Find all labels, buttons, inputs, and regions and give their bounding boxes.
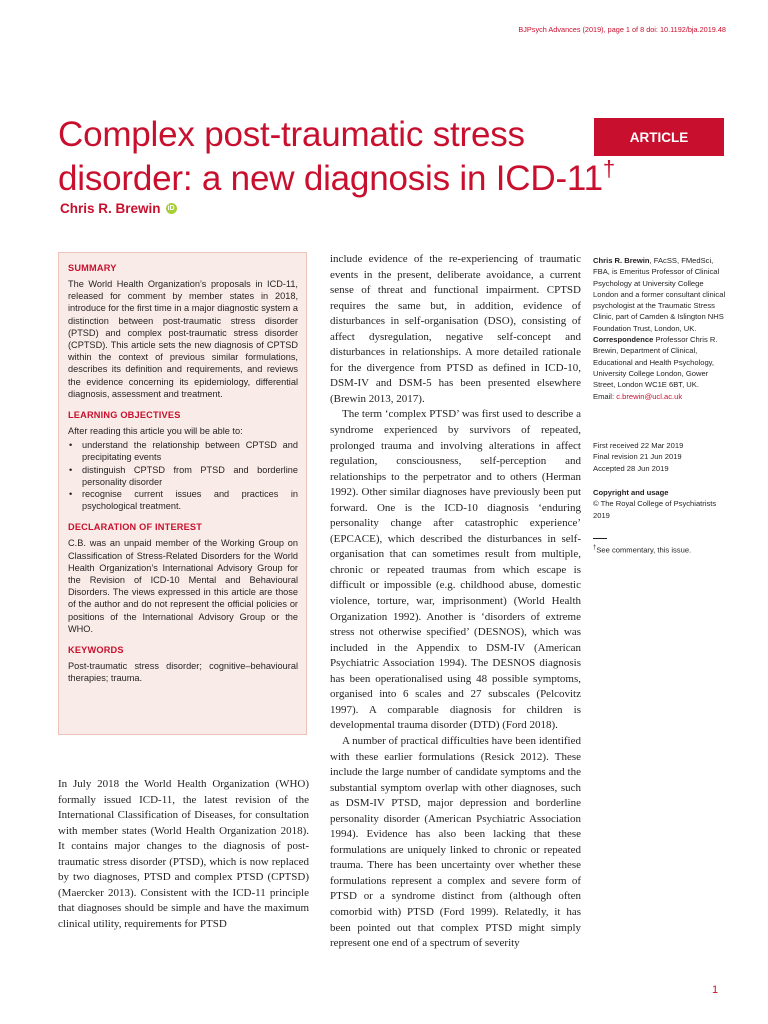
copyright-heading: Copyright and usage [593, 488, 669, 497]
commentary-footnote [593, 543, 727, 556]
bio-text: , FAcSS, FMedSci, FBA, is Emeritus Professor of Clinical Psychology at University College London and a former consultant clinical psychologist at the Traumatic Stress Clinic, part of Camden & Islington NHS Foundation Trust, London, UK. [593, 256, 726, 333]
footnote-divider [593, 538, 607, 539]
article-title-text: Complex post-traumatic stress disorder: a new diagnosis in ICD-11 [58, 115, 603, 198]
article-dates [593, 440, 727, 474]
correspondence-text: Professor Chris R. Brewin, Department of Clinical, Educational and Health Psychology, University College London, Gower Street, London WC1E 6BT, UK. [593, 335, 718, 390]
objectives-list [68, 439, 298, 512]
email-link[interactable]: c.brewin@ucl.ac.uk [616, 391, 683, 401]
final-revision: Final revision 21 Jun 2019 [593, 452, 682, 462]
article-type-badge: ARTICLE [594, 118, 724, 156]
copyright-block [593, 487, 727, 521]
journal-citation: BJPsych Advances (2019), page 1 of 8 doi: 10.1192/bja.2019.48 [518, 25, 726, 34]
author-bio [593, 255, 727, 402]
orcid-icon[interactable]: iD [167, 205, 175, 212]
objectives-section [68, 410, 298, 512]
summary-text: The World Health Organization’s proposals in ICD-11, released for comment by member states in 2018, introduce for the first time in a major diagnostic system a distinction between post-traumatic stress disorder (PTSD) and complex post-traumatic stress disorder (CPTSD). This article sets the new diagnosis of CPTSD within the context of previous similar formulations, describes its definition and requirements, and reviews the evidence concerning its epidemiology, differential diagnosis, assessment and treatment. [68, 279, 298, 399]
copyright-text: © The Royal College of Psychiatrists 2019 [593, 499, 717, 520]
footnote-text: See commentary, this issue. [596, 545, 692, 555]
first-received: First received 22 Mar 2019 [593, 441, 684, 450]
body-paragraph: include evidence of the re-experiencing of traumatic events in the present, deliberate avoidance, a current sense of threat and functional impairment. CPTSD requires the same but, in addition, evidence of disturbances in self-organisation (DSO), consisting of affect dysregulation, negative self-concept and disturbances in relationships. A more detailed rationale for the divergence from PTSD as defined in ICD-10, DSM-IV and DSM-5 has been presented elsewhere (Brewin 2013, 2017). [330, 253, 581, 405]
body-column-middle [330, 252, 581, 952]
objectives-heading: LEARNING OBJECTIVES [68, 410, 181, 421]
correspondence-label: Correspondence [593, 335, 654, 345]
summary-heading: SUMMARY [68, 263, 117, 273]
email-label: Email: [593, 391, 617, 401]
author-name[interactable]: Chris R. Brewin [60, 201, 161, 216]
declaration-section [68, 522, 298, 635]
keywords-heading: KEYWORDS [68, 645, 124, 656]
title-dagger: † [602, 156, 615, 181]
body-paragraph: In July 2018 the World Health Organization (WHO) formally issued ICD-11, the latest revision of the International Classification of Diseases, for consultation with member states (World Health Organization 2018). It contains major changes to the diagnosis of post-traumatic stress disorder (PTSD), which is now replaced by two diagnoses, PTSD and complex PTSD (CPTSD) (Maercker 2013). Consistent with the ICD-11 principle that diagnoses should be simple and have the maximum clinical utility, requirements for PTSD [58, 778, 309, 930]
author-line [60, 201, 177, 216]
objective-item: • recognise current issues and practices in psychological treatment. [68, 488, 298, 512]
objectives-intro: After reading this article you will be able to: [68, 426, 243, 437]
article-title [58, 113, 618, 201]
keywords-text: Post-traumatic stress disorder; cognitive–behavioural therapies; trauma. [68, 661, 298, 684]
footnote-dagger: † [593, 545, 597, 551]
keywords-section [68, 645, 298, 684]
objective-item: • distinguish CPTSD from PTSD and borderline personality disorder [68, 464, 298, 488]
declaration-heading: DECLARATION OF INTEREST [68, 522, 203, 533]
page-number: 1 [712, 984, 719, 996]
declaration-text: C.B. was an unpaid member of the Working Group on Classification of Stress-Related Disorders for the World Health Organization’s International Advisory Group for the Revision of ICD-10 Mental and Behavioural Disorders. The views expressed in this article are those of the author and do not represent the official policies or positions of the International Advisory Group or the WHO. [68, 538, 298, 634]
bio-author-name: Chris R. Brewin [593, 256, 650, 265]
summary-box [58, 252, 307, 735]
body-column-left [58, 777, 309, 932]
objective-item: • understand the relationship between CPTSD and precipitating events [68, 439, 298, 463]
body-paragraph: The term ‘complex PTSD’ was first used to describe a syndrome experienced by survivors of repeated, prolonged trauma and involving alterations in affect regulation, consciousness, self-perception and relationships to the perpetrator and to others (Herman 1992). Other similar diagnoses have previously been put forward. One is the ICD-10 diagnosis ‘enduring personality change after catastrophic experience’ (EPCACE), which described the disturbances in self-organisation that can sometimes result from multiple, chronic or repeated traumas from which escape is difficult or impossible (e.g. childhood abuse, domestic violence, torture, war, imprisonment) (World Health Organization 1992). Another is ‘disorders of extreme stress not otherwise specified’ (DESNOS), which was included in the Appendix to DSM-IV (American Psychiatric Association 1994). The DESNOS diagnosis has been operationalised using 48 possible symptoms, organised into 6 scales and 27 subscales (Pelcovitz 1997). A comparable diagnosis for children is developmental trauma disorder (DTD) (Ford 2018). [330, 408, 581, 732]
accepted-date: Accepted 28 Jun 2019 [593, 463, 669, 473]
summary-section [68, 263, 298, 400]
body-paragraph: A number of practical difficulties have been identified with these earlier formulations (Resick 2012). These include the large number of candidate symptoms and the substantial symptom overlap with other diagnoses, such as DSM-IV PTSD, major depression and borderline personality disorder (American Psychiatric Association 1994). Evidence has also been lacking that these formulations are uniquely linked to chronic or repeated trauma. There has been uncertainty over whether these formulations represent a complex and severe form of PTSD or a syndrome distinct from (although often comorbid with) PTSD (Ford 1999). Relatedly, it has been pointed out that complex PTSD might simply represent one end of a spectrum of severity [330, 734, 581, 950]
